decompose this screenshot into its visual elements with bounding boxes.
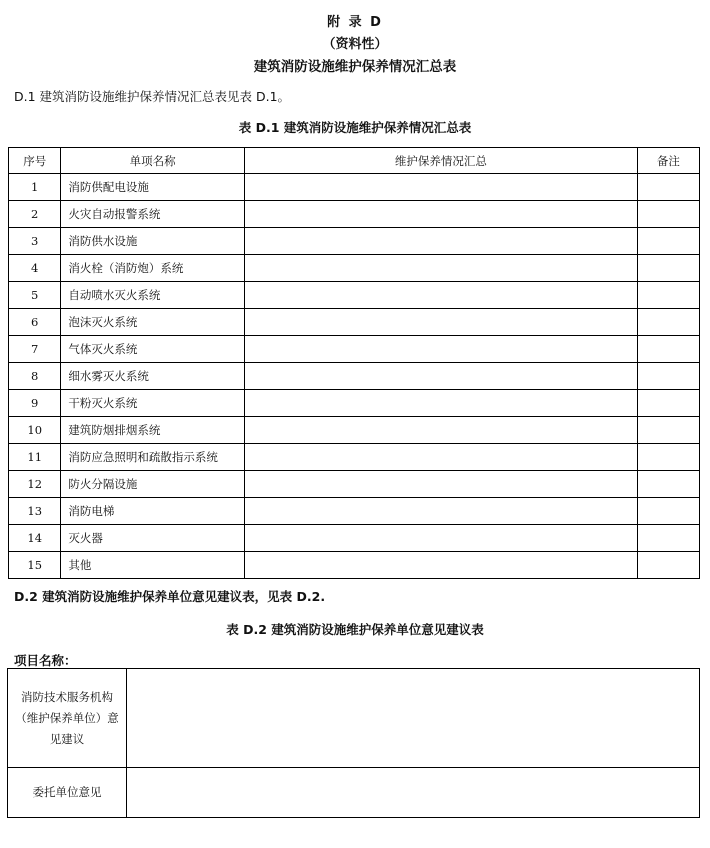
row-remarks-cell[interactable]	[637, 228, 699, 255]
row-item-name: 建筑防烟排烟系统	[61, 417, 245, 444]
row-item-name: 干粉灭火系统	[61, 390, 245, 417]
row-index: 4	[9, 255, 61, 282]
row-index: 12	[9, 471, 61, 498]
row-remarks-cell[interactable]	[637, 552, 699, 579]
row-summary-cell[interactable]	[244, 525, 637, 552]
row-index: 3	[9, 228, 61, 255]
table-row	[9, 552, 700, 579]
service-opinion-field[interactable]	[127, 669, 700, 768]
row-index: 15	[9, 552, 61, 579]
row-item-name: 消防供水设施	[61, 228, 245, 255]
table-row	[9, 336, 700, 363]
row-item-name: 防火分隔设施	[61, 471, 245, 498]
row-remarks-cell[interactable]	[637, 363, 699, 390]
table-row	[9, 282, 700, 309]
row-summary-cell[interactable]	[244, 417, 637, 444]
table-d1-caption: 表 D.1 建筑消防设施维护保养情况汇总表	[238, 120, 472, 135]
service-label-line: 见建议	[49, 731, 85, 746]
row-remarks-cell[interactable]	[637, 309, 699, 336]
row-item-name: 消火栓（消防炮）系统	[61, 255, 245, 282]
row-remarks-cell[interactable]	[637, 201, 699, 228]
table-d2-caption: 表 D.2 建筑消防设施维护保养单位意见建议表	[226, 622, 484, 637]
row-remarks-cell[interactable]	[637, 174, 699, 201]
service-label-line: （维护保养单位）意	[15, 710, 119, 725]
row-remarks-cell[interactable]	[637, 498, 699, 525]
table-row	[9, 174, 700, 201]
row-remarks-cell[interactable]	[637, 282, 699, 309]
row-remarks-cell[interactable]	[637, 471, 699, 498]
service-label-line: 消防技术服务机构	[21, 689, 113, 704]
section-d1-text: D.1 建筑消防设施维护保养情况汇总表见表 D.1。	[14, 89, 291, 104]
table-row	[9, 390, 700, 417]
row-summary-cell[interactable]	[244, 444, 637, 471]
row-summary-cell[interactable]	[244, 282, 637, 309]
row-remarks-cell[interactable]	[637, 417, 699, 444]
header-remarks: 备注	[637, 148, 699, 174]
row-item-name: 自动喷水灭火系统	[61, 282, 245, 309]
table-row	[9, 471, 700, 498]
row-remarks-cell[interactable]	[637, 525, 699, 552]
row-summary-cell[interactable]	[244, 228, 637, 255]
row-summary-cell[interactable]	[244, 498, 637, 525]
row-index: 9	[9, 390, 61, 417]
table-row	[9, 363, 700, 390]
row-item-name: 消防供配电设施	[61, 174, 245, 201]
row-index: 7	[9, 336, 61, 363]
row-summary-cell[interactable]	[244, 309, 637, 336]
row-index: 8	[9, 363, 61, 390]
row-index: 11	[9, 444, 61, 471]
client-opinion-row	[8, 768, 700, 818]
appendix-nature: （资料性）	[322, 37, 388, 52]
row-item-name: 灭火器	[61, 525, 245, 552]
row-index: 14	[9, 525, 61, 552]
row-index: 10	[9, 417, 61, 444]
table-row	[9, 498, 700, 525]
row-item-name: 消防电梯	[61, 498, 245, 525]
row-summary-cell[interactable]	[244, 552, 637, 579]
header-summary: 维护保养情况汇总	[244, 148, 637, 174]
row-item-name: 气体灭火系统	[61, 336, 245, 363]
table-row	[9, 444, 700, 471]
row-item-name: 泡沫灭火系统	[61, 309, 245, 336]
row-item-name: 细水雾灭火系统	[61, 363, 245, 390]
client-opinion-field[interactable]	[127, 768, 700, 818]
table-row	[9, 309, 700, 336]
row-summary-cell[interactable]	[244, 255, 637, 282]
row-index: 1	[9, 174, 61, 201]
opinion-table	[7, 668, 700, 818]
client-opinion-label: 委托单位意见	[8, 768, 127, 818]
row-item-name: 消防应急照明和疏散指示系统	[61, 444, 245, 471]
row-index: 6	[9, 309, 61, 336]
project-name-label: 项目名称：	[14, 653, 77, 668]
header-index: 序号	[9, 148, 61, 174]
table-header-row	[9, 148, 700, 174]
maintenance-summary-table	[8, 147, 700, 579]
row-remarks-cell[interactable]	[637, 390, 699, 417]
row-item-name: 其他	[61, 552, 245, 579]
row-remarks-cell[interactable]	[637, 255, 699, 282]
row-summary-cell[interactable]	[244, 471, 637, 498]
table-row	[9, 228, 700, 255]
table-row	[9, 255, 700, 282]
service-opinion-row	[8, 669, 700, 768]
row-summary-cell[interactable]	[244, 201, 637, 228]
row-remarks-cell[interactable]	[637, 444, 699, 471]
row-item-name: 火灾自动报警系统	[61, 201, 245, 228]
row-summary-cell[interactable]	[244, 336, 637, 363]
appendix-title: 建筑消防设施维护保养情况汇总表	[253, 59, 457, 75]
row-summary-cell[interactable]	[244, 363, 637, 390]
row-index: 2	[9, 201, 61, 228]
service-opinion-label	[8, 669, 127, 768]
row-summary-cell[interactable]	[244, 174, 637, 201]
table-row	[9, 201, 700, 228]
row-index: 5	[9, 282, 61, 309]
row-remarks-cell[interactable]	[637, 336, 699, 363]
table-row	[9, 417, 700, 444]
table-row	[9, 525, 700, 552]
header-item-name: 单项名称	[61, 148, 245, 174]
table-body	[9, 174, 700, 579]
row-summary-cell[interactable]	[244, 390, 637, 417]
section-d2-text: D.2 建筑消防设施维护保养单位意见建议表，见表 D.2.	[14, 589, 326, 604]
appendix-heading: 附 录 D	[327, 15, 383, 30]
row-index: 13	[9, 498, 61, 525]
